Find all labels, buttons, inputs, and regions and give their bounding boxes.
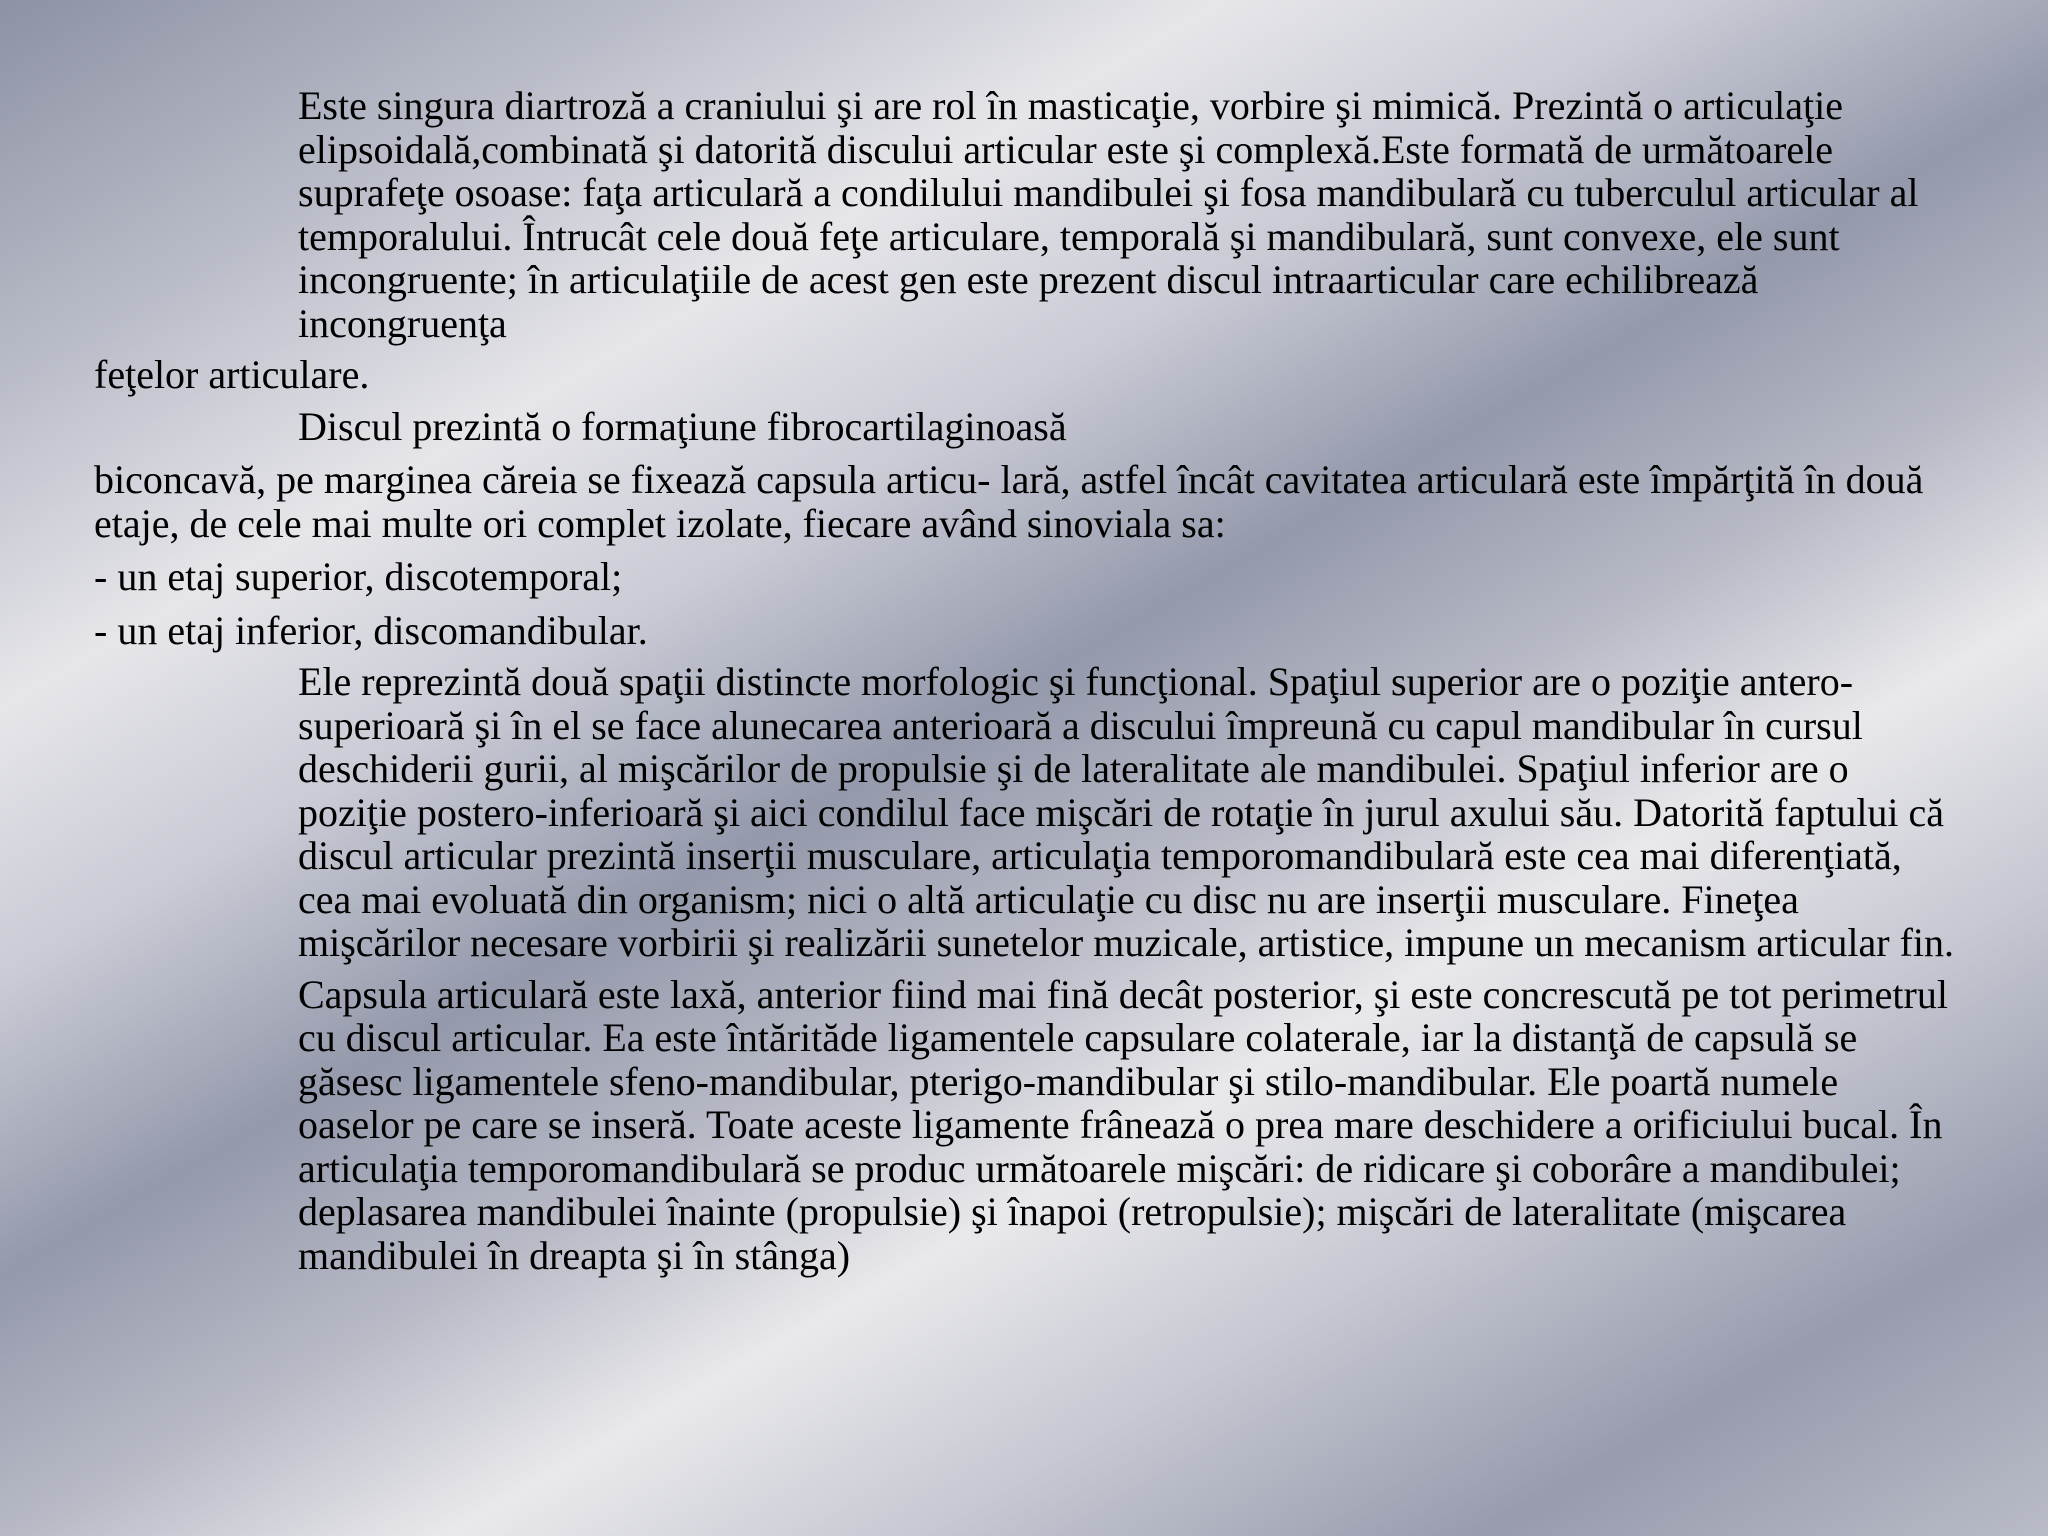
slide-text-body — [94, 84, 1954, 1277]
paragraph-continuation: feţelor articulare. — [94, 352, 370, 397]
paragraph-capsule: Capsula articulară este laxă, anterior fiind mai fină decât posterior, şi este concrescută pe tot perimetrul cu discul articular. Ea este întărităde ligamentele capsulare colaterale, iar la distanţă de capsulă se găsesc ligamentele sfeno-mandibular, pterigo-mandibular şi stilo-mandibular. Ele poartă numele oaselor pe care se inseră. Toate aceste ligamente frânează o prea mare deschidere a orificiului bucal. În articulaţia temporomandibulară se produc următoarele mişcări: de ridicare şi coborâre a mandibulei; deplasarea mandibulei înainte (propulsie) şi înapoi (retropulsie); mişcări de lateralitate (mişcarea mandibulei în dreapta şi în stânga) — [298, 971, 1948, 1278]
paragraph-spaces: Ele reprezintă două spaţii distincte morfologic şi funcţional. Spaţiul superior are o poziţie antero-superioară şi în el se face alunecarea anterioară a discului împreună cu capul mandibular în cursul deschiderii gurii, al mişcărilor de propulsie şi de lateralitate ale mandibulei. Spaţiul inferior are o poziţie postero-inferioară şi aici condilul face mişcări de rotaţie în jurul axului său. Datorită faptului că discul articular prezintă inserţii musculare, articulaţia temporomandibulară este cea mai diferenţiată, cea mai evoluată din organism; nici o altă articulaţie cu disc nu are inserţii musculare. Fineţea mişcărilor necesare vorbirii şi realizării sunetelor muzicale, artistice, impune un mecanism articular fin. — [298, 659, 1954, 965]
list-item-lower-level: - un etaj inferior, discomandibular. — [94, 607, 648, 653]
list-item-upper-level: - un etaj superior, discotemporal; — [94, 554, 623, 599]
paragraph-disc-description: biconcavă, pe marginea căreia se fixează capsula articu- lară, astfel încât cavitatea articulară este împărţită în două etaje, de cele mai multe ori complet izolate, fiecare având sinoviala sa: — [94, 457, 1924, 546]
paragraph-disc-heading: Discul prezintă o formaţiune fibrocartilaginoasă — [298, 403, 1067, 449]
paragraph-intro: Este singura diartroză a craniului şi are rol în masticaţie, vorbire şi mimică. Prezintă o articulaţie elipsoidală,combinată şi datorită discului articular este şi complexă.Este formată de următoarele suprafeţe osoase: faţa articulară a condilului mandibulei şi fosa mandibulară cu tuberculul articular al temporalului. Întrucât cele două feţe articulare, temporală şi mandibulară, sunt convexe, ele sunt incongruente; în articulaţiile de acest gen este prezent discul intraarticular care echilibrează incongruenţa — [298, 83, 1919, 346]
